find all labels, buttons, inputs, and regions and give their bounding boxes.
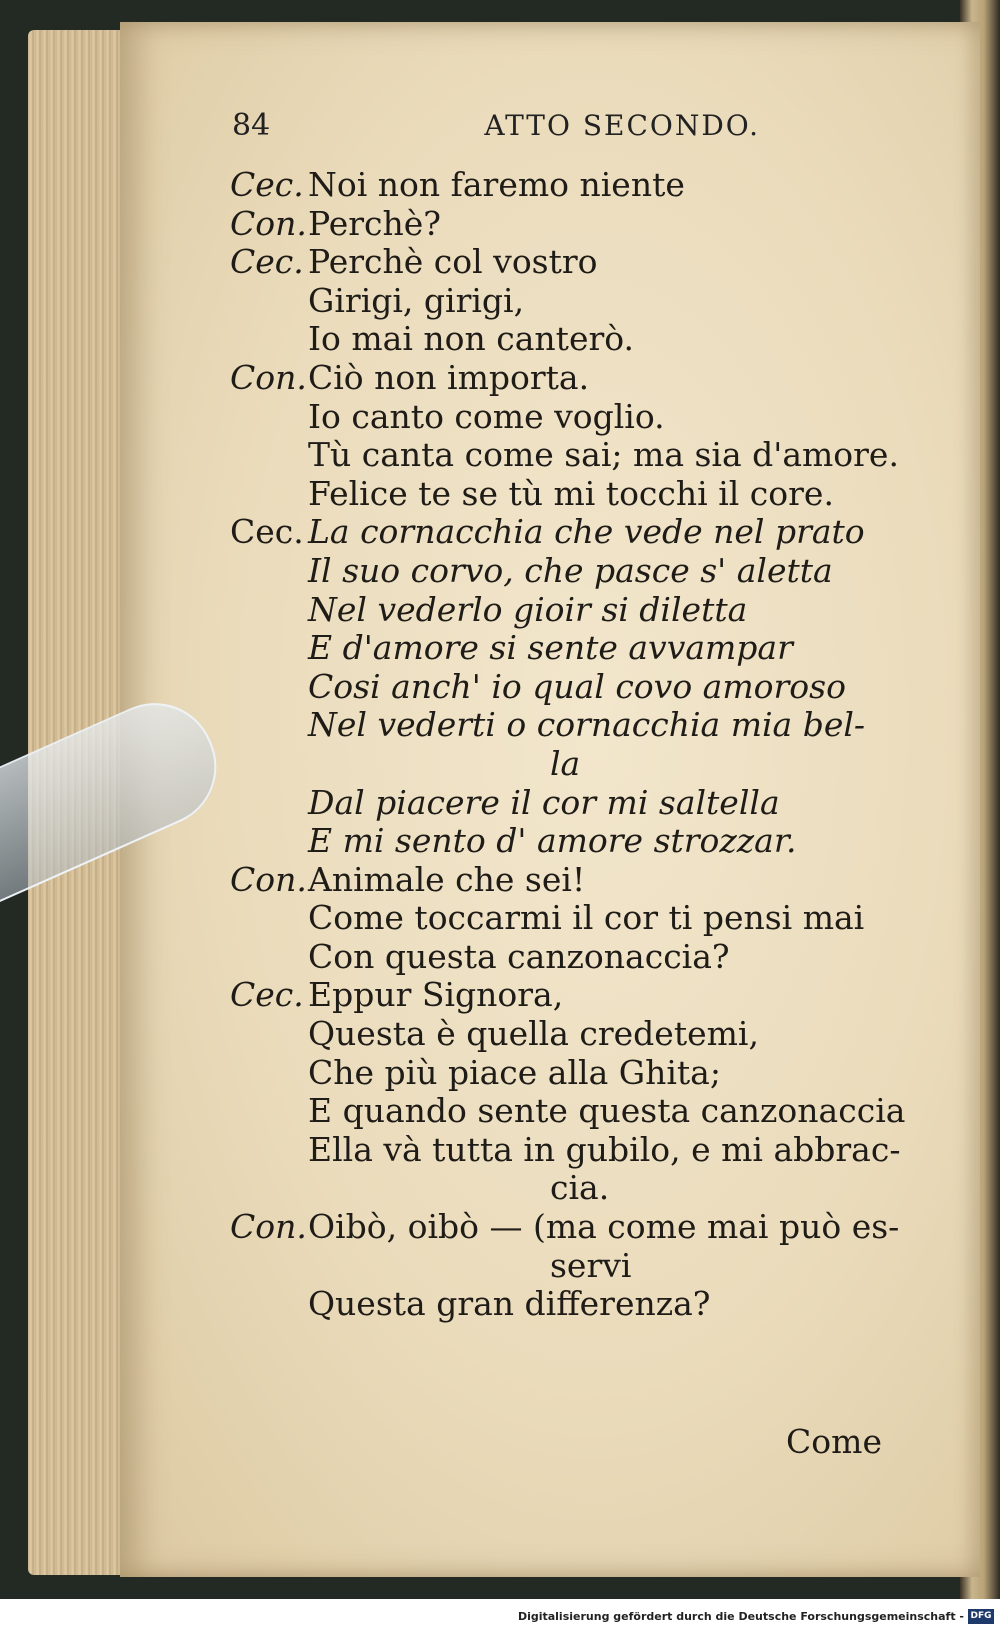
- text-line: [230, 205, 930, 244]
- line-text: la: [550, 743, 581, 783]
- text-line: [230, 359, 930, 398]
- line-text: Oibò, oibò — (ma come mai può es-: [308, 1207, 900, 1247]
- text-line: [230, 1285, 930, 1324]
- text-line: [230, 668, 930, 707]
- text-line: [230, 1208, 930, 1247]
- speaker-label: Cec.: [230, 975, 304, 1015]
- line-text: Perchè col vostro: [308, 242, 598, 282]
- line-text: Perchè?: [308, 203, 441, 243]
- text-line: [230, 552, 930, 591]
- text-line: [230, 436, 930, 475]
- text-line: [230, 282, 930, 321]
- text-line: [230, 976, 930, 1015]
- text-line: [230, 243, 930, 282]
- line-text: Cosi anch' io qual covo amoroso: [308, 666, 846, 706]
- line-text: La cornacchia che vede nel prato: [308, 512, 865, 552]
- speaker-label: Cec.: [230, 512, 304, 552]
- line-text: E quando sente questa canzonaccia: [308, 1091, 906, 1131]
- footer-credit: Digitalisierung gefördert durch die Deutsche Forschungsgemeinschaft -: [517, 1610, 964, 1623]
- line-text: E mi sento d' amore strozzar.: [308, 821, 797, 861]
- line-text: Questa gran differenza?: [308, 1284, 711, 1324]
- speaker-label: Cec.: [230, 165, 304, 204]
- text-line: [230, 861, 930, 900]
- text-line: [230, 784, 930, 823]
- line-text: E d'amore si sente avvampar: [308, 628, 793, 668]
- dfg-logo-icon: DFG: [968, 1609, 994, 1624]
- text-line: [230, 320, 930, 359]
- line-text: Che più piace alla Ghita;: [308, 1052, 721, 1092]
- line-text: Felice te se tù mi tocchi il core.: [308, 473, 834, 513]
- page-number: 84: [232, 108, 271, 143]
- line-text: Noi non faremo niente: [308, 165, 685, 204]
- text-line: [230, 1015, 930, 1054]
- line-text: Io canto come voglio.: [308, 396, 665, 436]
- line-text: Ciò non importa.: [308, 357, 590, 397]
- text-line: [230, 899, 930, 938]
- line-text: Ella và tutta in gubilo, e mi abbrac-: [308, 1129, 901, 1169]
- text-line: [230, 706, 930, 745]
- line-text: Io mai non canterò.: [308, 319, 635, 359]
- text-line: [230, 822, 930, 861]
- line-text: Tù canta come sai; ma sia d'amore.: [308, 435, 899, 475]
- line-text: Nel vederti o cornacchia mia bel-: [308, 705, 866, 745]
- speaker-label: Con.: [230, 1207, 307, 1247]
- line-text: Con questa canzonaccia?: [308, 936, 730, 976]
- speaker-label: Con.: [230, 203, 307, 243]
- speaker-label: Cec.: [230, 242, 304, 282]
- line-text: Il suo corvo, che pasce s' aletta: [308, 550, 833, 590]
- text-line: [230, 1092, 930, 1131]
- line-text: servi: [550, 1245, 632, 1285]
- line-text: Eppur Signora,: [308, 975, 564, 1015]
- running-title: ATTO SECONDO.: [484, 109, 760, 142]
- line-text: Questa è quella credetemi,: [308, 1014, 759, 1054]
- catchword: Come: [786, 1422, 882, 1461]
- text-line: [230, 475, 930, 514]
- dialogue-text: [230, 166, 930, 1324]
- line-text: Come toccarmi il cor ti pensi mai: [308, 898, 865, 938]
- text-line: [230, 629, 930, 668]
- text-line: [230, 745, 930, 784]
- line-text: cia.: [550, 1168, 610, 1208]
- line-text: Dal piacere il cor mi saltella: [308, 782, 780, 822]
- text-line: [230, 166, 930, 205]
- line-text: Nel vederlo gioir si diletta: [308, 589, 748, 629]
- text-line: [230, 398, 930, 437]
- text-line: [230, 513, 930, 552]
- text-line: [230, 591, 930, 630]
- text-line: [230, 1247, 930, 1286]
- text-line: [230, 1054, 930, 1093]
- text-line: [230, 1131, 930, 1170]
- text-line: [230, 1169, 930, 1208]
- speaker-label: Con.: [230, 357, 307, 397]
- text-line: [230, 938, 930, 977]
- line-text: Girigi, girigi,: [308, 280, 525, 320]
- speaker-label: Con.: [230, 859, 307, 899]
- line-text: Animale che sei!: [308, 859, 586, 899]
- running-head: [232, 108, 760, 143]
